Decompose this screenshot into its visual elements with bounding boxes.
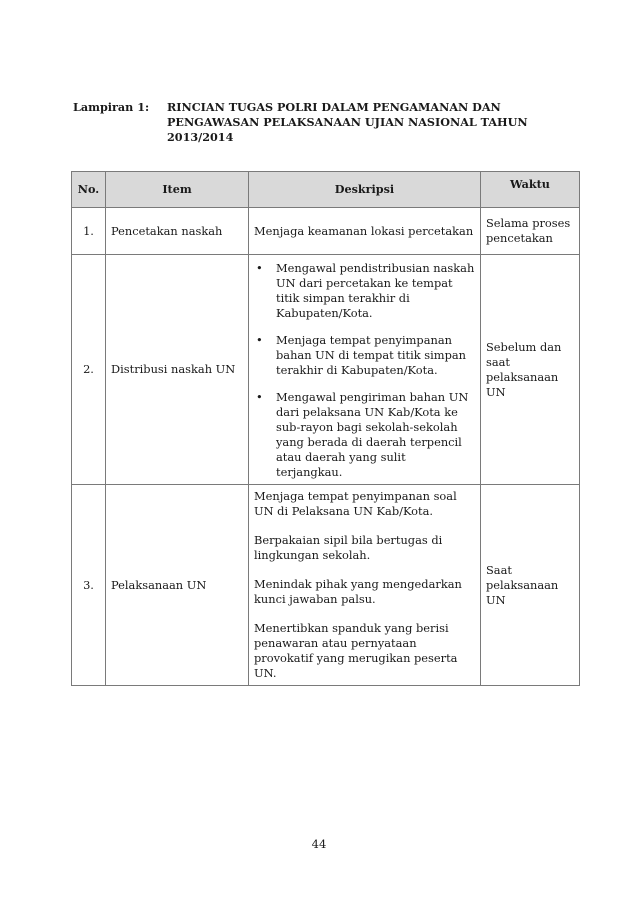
row-item: Distribusi naskah UN [106,255,249,485]
row-item: Pelaksanaan UN [106,485,249,686]
bullet-icon: • [256,390,263,404]
title-line: PENGAWASAN PELAKSANAAN UJIAN NASIONAL TAHUN [167,115,528,129]
row-item: Pencetakan naskah [106,208,249,255]
bullet-icon: • [256,261,263,275]
appendix-title-text [167,100,567,145]
bullet-item [254,333,475,378]
bullet-item [254,261,475,321]
bullet-icon: • [256,333,263,347]
row-number: 3. [72,485,106,686]
header-deskripsi: Deskripsi [249,172,481,208]
bullet-text: Menjaga tempat penyimpanan bahan UN di tempat titik simpan terakhir di Kabupaten/Kota. [276,333,466,377]
table-row [72,485,580,686]
bullet-text: Mengawal pendistribusian naskah UN dari percetakan ke tempat titik simpan terakhir di Kabupaten/Kota. [276,261,475,320]
page-number: 44 [311,837,327,851]
description-paragraph: Menindak pihak yang mengedarkan kunci jawaban palsu. [254,577,462,606]
header-item: Item [106,172,249,208]
row-time: Saat pelaksanaan UN [481,485,580,686]
row-time: Sebelum dan saat pelaksanaan UN [481,255,580,485]
task-table [71,171,580,686]
row-description [249,485,481,686]
title-line: 2013/2014 [167,130,234,144]
table-row [72,208,580,255]
description-paragraph: Menjaga tempat penyimpanan soal UN di Pelaksana UN Kab/Kota. [254,489,457,518]
bullet-item [254,390,475,480]
description-paragraph: Menertibkan spanduk yang berisi penawaran atau pernyataan provokatif yang merugikan peserta UN. [254,621,458,680]
title-line: RINCIAN TUGAS POLRI DALAM PENGAMANAN DAN [167,100,501,114]
appendix-label: Lampiran 1: [73,100,150,114]
row-time: Selama proses pencetakan [481,208,580,255]
row-description [249,255,481,485]
row-number: 1. [72,208,106,255]
description-paragraph: Berpakaian sipil bila bertugas di lingkungan sekolah. [254,533,443,562]
table-header-row [72,172,580,208]
header-waktu: Waktu [481,172,580,208]
bullet-text: Mengawal pengiriman bahan UN dari pelaksana UN Kab/Kota ke sub-rayon bagi sekolah-sekolah yang berada di daerah terpencil atau daerah yang sulit terjangkau. [276,390,469,479]
row-number: 2. [72,255,106,485]
row-description: Menjaga keamanan lokasi percetakan [249,208,481,255]
header-no: No. [72,172,106,208]
table-row [72,255,580,485]
